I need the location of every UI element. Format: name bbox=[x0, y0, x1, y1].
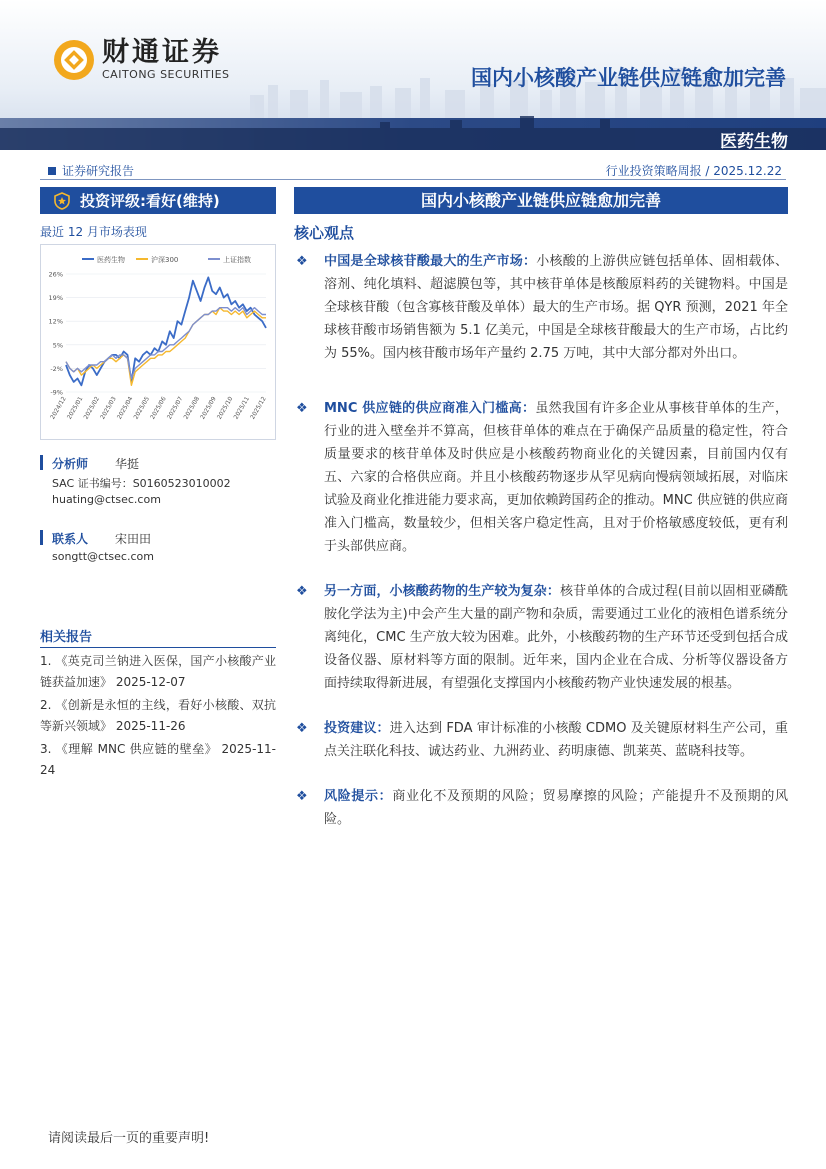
x-tick-label: 2025/05 bbox=[132, 395, 152, 421]
point-body: 商业化不及预期的风险；贸易摩擦的风险；产能提升不及预期的风险。 bbox=[324, 789, 788, 827]
x-tick-label: 2025/04 bbox=[115, 395, 135, 421]
contact-role: 联系人 bbox=[52, 532, 89, 546]
core-point bbox=[294, 717, 788, 763]
x-tick-label: 2025/11 bbox=[232, 395, 252, 421]
x-tick-label: 2025/09 bbox=[199, 395, 218, 421]
analyst-cert: SAC 证书编号：S0160523010002 bbox=[52, 477, 231, 490]
y-tick-label: 19% bbox=[48, 294, 63, 303]
y-tick-label: -2% bbox=[50, 364, 63, 373]
square-bullet-icon bbox=[48, 167, 56, 175]
report-type: 证券研究报告 bbox=[62, 164, 135, 178]
x-tick-label: 2025/01 bbox=[65, 395, 85, 421]
header-sector: 医药生物 bbox=[720, 132, 788, 152]
analyst-name: 华挺 bbox=[115, 457, 140, 471]
legend-label: 医药生物 bbox=[97, 256, 125, 264]
x-tick-label: 2024/12 bbox=[49, 395, 68, 421]
core-point bbox=[294, 397, 788, 558]
analyst-role: 分析师 bbox=[52, 457, 89, 471]
x-tick-label: 2025/02 bbox=[82, 395, 102, 421]
contact-block bbox=[40, 530, 276, 570]
point-body: 小核酸的上游供应链包括单体、固相载体、溶剂、纯化填料、超滤膜包等，其中核苷单体是核酸原料药的关键物料。中国是全球核苷酸（包含寡核苷酸及单体）最大的生产市场。据 QYR 预测，2021 年全球核苷酸市场销售额为 5.1 亿美元，中国是全球核苷酸最大的生产市场，占比约为 55%。国内核苷酸市场年产量约 2.75 万吨，其中大部分都对外出口。 bbox=[324, 254, 788, 361]
point-heading: MNC 供应链的供应商准入门槛高： bbox=[324, 401, 536, 416]
contact-name: 宋田田 bbox=[115, 532, 152, 546]
legend-label: 上证指数 bbox=[223, 256, 251, 264]
diamond-bullet-icon: ❖ bbox=[296, 789, 308, 804]
related-report-item[interactable]: 2. 《创新是永恒的主线，看好小核酸、双抗等新兴领域》 2025-11-26 bbox=[40, 698, 276, 733]
analyst-block bbox=[40, 455, 276, 515]
diamond-bullet-icon: ❖ bbox=[296, 401, 308, 416]
logo-english-name: CAITONG SECURITIES bbox=[102, 68, 230, 81]
point-heading: 投资建议： bbox=[324, 721, 390, 736]
logo-coin-icon bbox=[52, 38, 96, 82]
contact-email[interactable]: songtt@ctsec.com bbox=[52, 550, 154, 563]
related-reports-title: 相关报告 bbox=[40, 626, 276, 648]
core-points bbox=[294, 250, 788, 831]
rating-text: 投资评级:看好(维持) bbox=[80, 192, 220, 210]
logo-chinese-name: 财通证券 bbox=[102, 37, 222, 68]
market-performance-label: 最近 12 月市场表现 bbox=[40, 225, 147, 239]
point-body: 核苷单体的合成过程(目前以固相亚磷酰胺化学法为主)中会产生大量的副产物和杂质，需要通过工业化的液相色谱系统分离纯化，CMC 生产放大较为困难。此外，小核酸药物的生产环节还受到包括合成设备仪器、原材料等方面的限制。近年来，国内企业在合成、分析等仪器设备方面持续取得新进展，有望强化支撑国内小核酸药物产业快速发展的根基。 bbox=[324, 584, 788, 691]
point-heading: 另一方面，小核酸药物的生产较为复杂： bbox=[324, 584, 561, 599]
market-performance-chart bbox=[40, 244, 276, 440]
x-tick-label: 2025/12 bbox=[249, 395, 268, 421]
related-report-item[interactable]: 1. 《英克司兰钠进入医保，国产小核酸产业链获益加速》 2025-12-07 bbox=[40, 654, 276, 689]
company-logo bbox=[52, 38, 230, 82]
shield-icon bbox=[54, 192, 70, 210]
y-tick-label: 12% bbox=[48, 317, 63, 326]
core-point bbox=[294, 785, 788, 831]
x-tick-label: 2025/07 bbox=[165, 395, 185, 421]
report-header bbox=[0, 0, 826, 160]
diamond-bullet-icon: ❖ bbox=[296, 254, 308, 269]
main-title: 国内小核酸产业链供应链愈加完善 bbox=[294, 187, 788, 214]
point-body: 进入达到 FDA 审计标准的小核酸 CDMO 及关键原材料生产公司，重点关注联化科技、诚达药业、九洲药业、药明康德、凯莱英、蓝晓科技等。 bbox=[324, 721, 788, 759]
contact-accent-bar bbox=[40, 530, 43, 545]
y-tick-label: 26% bbox=[48, 270, 63, 279]
core-views-title: 核心观点 bbox=[294, 224, 355, 242]
legend-label: 沪深300 bbox=[151, 256, 179, 264]
disclaimer-footer: 请阅读最后一页的重要声明! bbox=[48, 1131, 210, 1146]
point-heading: 风险提示： bbox=[324, 789, 393, 804]
related-reports-list bbox=[40, 651, 276, 783]
header-title: 国内小核酸产业链供应链愈加完善 bbox=[471, 66, 786, 90]
analyst-email[interactable]: huating@ctsec.com bbox=[52, 493, 161, 506]
x-tick-label: 2025/06 bbox=[149, 395, 168, 421]
report-date: 行业投资策略周报 / 2025.12.22 bbox=[605, 164, 782, 178]
point-body: 虽然我国有许多企业从事核苷单体的生产，行业的进入壁垒并不算高，但核苷单体的难点在于确保产品质量的稳定性，符合质量要求的核苷单体及时供应是小核酸药物商业化的关键因素，目前国内仅有五、六家的合格供应商。并且小核酸药物逐步从罕见病向慢病领域拓展，对临床试验及商业化推进能力要求高，更加依赖跨国药企的推动。MNC 供应链的供应商准入门槛高，数量较少，但相关客户稳定性高，且对于价格敏感度较低，更有利于头部供应商。 bbox=[324, 401, 788, 554]
diamond-bullet-icon: ❖ bbox=[296, 584, 308, 599]
y-tick-label: -9% bbox=[50, 388, 63, 397]
x-tick-label: 2025/03 bbox=[99, 395, 118, 421]
point-heading: 中国是全球核苷酸最大的生产市场： bbox=[324, 254, 537, 269]
analyst-accent-bar bbox=[40, 455, 43, 470]
core-point bbox=[294, 580, 788, 695]
rating-bar bbox=[40, 187, 276, 214]
y-tick-label: 5% bbox=[52, 341, 63, 350]
core-point bbox=[294, 250, 788, 365]
diamond-bullet-icon: ❖ bbox=[296, 721, 308, 736]
related-report-item[interactable]: 3. 《理解 MNC 供应链的壁垒》 2025-11-24 bbox=[40, 742, 276, 777]
x-tick-label: 2025/10 bbox=[215, 395, 235, 421]
report-subbar bbox=[40, 160, 786, 180]
x-tick-label: 2025/08 bbox=[182, 395, 202, 421]
